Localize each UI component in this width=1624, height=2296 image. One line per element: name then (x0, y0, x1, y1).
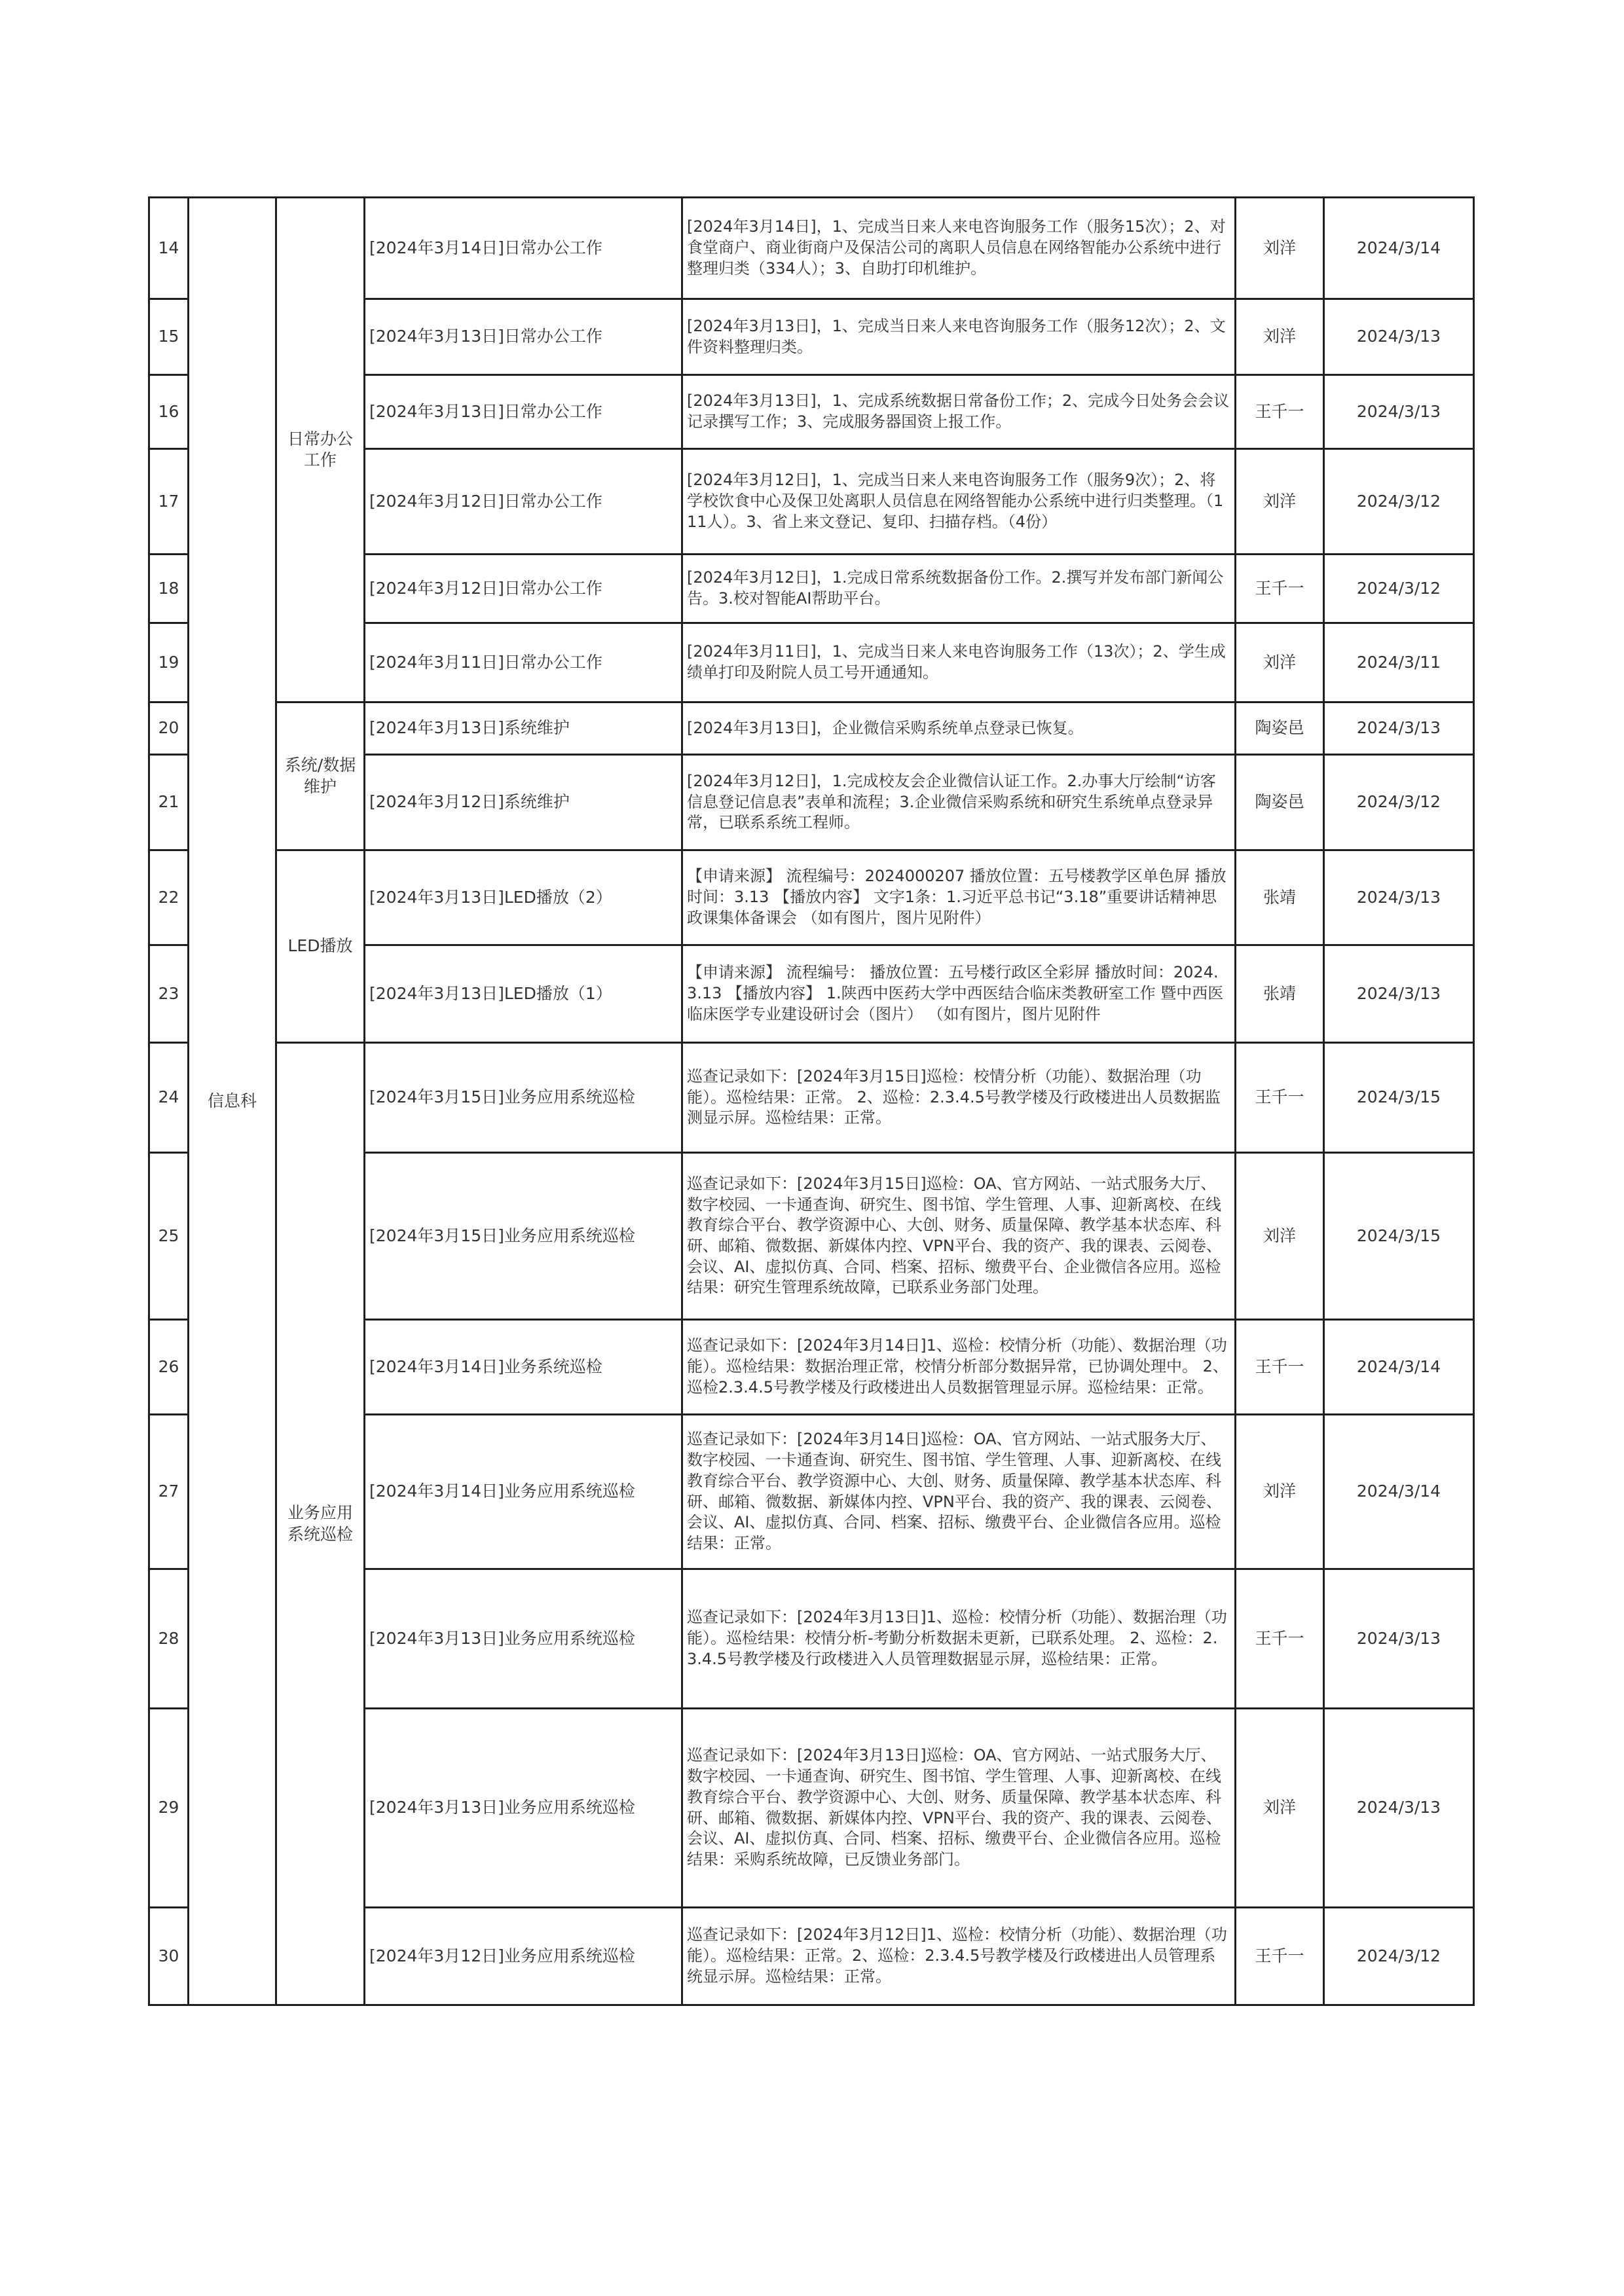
row-number: 18 (149, 555, 189, 623)
row-number: 22 (149, 850, 189, 945)
responsible-person: 张靖 (1236, 945, 1324, 1043)
responsible-person: 王千一 (1236, 1320, 1324, 1415)
task-content: 巡查记录如下：[2024年3月14日]1、巡检：校情分析（功能）、数据治理（功能）。巡检结果：数据治理正常，校情分析部分数据异常，已协调处理中。 2、巡检2.3.4.5号教学楼及行政楼进出人员数据管理显示屏。巡检结果：正常。 (682, 1320, 1236, 1415)
task-date: 2024/3/12 (1324, 449, 1474, 555)
row-number: 20 (149, 702, 189, 755)
row-number: 28 (149, 1569, 189, 1709)
task-content: 巡查记录如下：[2024年3月13日]1、巡检：校情分析（功能）、数据治理（功能）。巡检结果：校情分析-考勤分析数据未更新，已联系处理。 2、巡检：2.3.4.5号教学楼及行政楼进入人员管理数据显示屏，巡检结果：正常。 (682, 1569, 1236, 1709)
task-content: [2024年3月14日]，1、完成当日来人来电咨询服务工作（服务15次）；2、对食堂商户、商业街商户及保洁公司的离职人员信息在网络智能办公系统中进行整理归类（334人）；3、自助打印机维护。 (682, 198, 1236, 299)
responsible-person: 刘洋 (1236, 623, 1324, 702)
responsible-person: 张靖 (1236, 850, 1324, 945)
table-row (149, 198, 1474, 299)
row-number: 23 (149, 945, 189, 1043)
responsible-person: 陶姿邑 (1236, 755, 1324, 850)
task-content: [2024年3月12日]，1.完成日常系统数据备份工作。2.撰写并发布部门新闻公告。3.校对智能AI帮助平台。 (682, 555, 1236, 623)
task-content: 【申请来源】 流程编号：2024000207 播放位置：五号楼教学区单色屏 播放时间：3.13 【播放内容】 文字1条：1.习近平总书记“3.18”重要讲话精神思政课集体备课会 （如有图片，图片见附件） (682, 850, 1236, 945)
task-content: 巡查记录如下：[2024年3月13日]巡检：OA、官方网站、一站式服务大厅、数字校园、一卡通查询、研究生、图书馆、学生管理、人事、迎新离校、在线教育综合平台、教学资源中心、大创、财务、质量保障、教学基本状态库、科研、邮箱、微数据、新媒体内控、VPN平台、我的资产、我的课表、云阅卷、会议、AI、虚拟仿真、合同、档案、招标、缴费平台、企业微信各应用。巡检结果：采购系统故障，已反馈业务部门。 (682, 1709, 1236, 1908)
task-date: 2024/3/13 (1324, 945, 1474, 1043)
table-row (149, 1043, 1474, 1153)
row-number: 16 (149, 375, 189, 449)
task-content: 巡查记录如下：[2024年3月14日]巡检：OA、官方网站、一站式服务大厅、数字校园、一卡通查询、研究生、图书馆、学生管理、人事、迎新离校、在线教育综合平台、教学资源中心、大创、财务、质量保障、教学基本状态库、科研、邮箱、微数据、新媒体内控、VPN平台、我的资产、我的课表、云阅卷、会议、AI、虚拟仿真、合同、档案、招标、缴费平台、企业微信各应用。巡检结果：正常。 (682, 1415, 1236, 1569)
task-content: 【申请来源】 流程编号： 播放位置：五号楼行政区全彩屏 播放时间：2024.3.13 【播放内容】 1.陕西中医药大学中西医结合临床类教研室工作 暨中西医临床医学专业建设研讨会（图片） （如有图片，图片见附件 (682, 945, 1236, 1043)
task-date: 2024/3/12 (1324, 1908, 1474, 2005)
category-cell: 日常办公 工作 (276, 198, 365, 702)
responsible-person: 王千一 (1236, 375, 1324, 449)
table-body (149, 198, 1474, 2005)
task-content: [2024年3月11日]，1、完成当日来人来电咨询服务工作（13次）；2、学生成绩单打印及附院人员工号开通通知。 (682, 623, 1236, 702)
task-date: 2024/3/14 (1324, 198, 1474, 299)
responsible-person: 王千一 (1236, 1908, 1324, 2005)
task-date: 2024/3/13 (1324, 702, 1474, 755)
task-date: 2024/3/13 (1324, 299, 1474, 375)
row-number: 15 (149, 299, 189, 375)
row-number: 17 (149, 449, 189, 555)
row-number: 26 (149, 1320, 189, 1415)
responsible-person: 刘洋 (1236, 198, 1324, 299)
department-cell: 信息科 (189, 198, 276, 2005)
table-row (149, 702, 1474, 755)
row-number: 19 (149, 623, 189, 702)
responsible-person: 刘洋 (1236, 449, 1324, 555)
task-date: 2024/3/14 (1324, 1320, 1474, 1415)
responsible-person: 王千一 (1236, 555, 1324, 623)
row-number: 30 (149, 1908, 189, 2005)
task-date: 2024/3/13 (1324, 1569, 1474, 1709)
task-title: [2024年3月13日]系统维护 (365, 702, 682, 755)
task-date: 2024/3/15 (1324, 1153, 1474, 1320)
work-log-table (148, 196, 1475, 2006)
task-date: 2024/3/14 (1324, 1415, 1474, 1569)
task-title: [2024年3月13日]LED播放（1） (365, 945, 682, 1043)
task-content: 巡查记录如下：[2024年3月15日]巡检：OA、官方网站、一站式服务大厅、数字校园、一卡通查询、研究生、图书馆、学生管理、人事、迎新离校、在线教育综合平台、教学资源中心、大创、财务、质量保障、教学基本状态库、科研、邮箱、微数据、新媒体内控、VPN平台、我的资产、我的课表、云阅卷、会议、AI、虚拟仿真、合同、档案、招标、缴费平台、企业微信各应用。巡检结果：研究生管理系统故障，已联系业务部门处理。 (682, 1153, 1236, 1320)
task-title: [2024年3月14日]业务应用系统巡检 (365, 1415, 682, 1569)
task-title: [2024年3月15日]业务应用系统巡检 (365, 1043, 682, 1153)
task-content: [2024年3月13日]，企业微信采购系统单点登录已恢复。 (682, 702, 1236, 755)
responsible-person: 刘洋 (1236, 1709, 1324, 1908)
task-content: 巡查记录如下：[2024年3月15日]巡检：校情分析（功能）、数据治理（功能）。巡检结果：正常。 2、巡检：2.3.4.5号教学楼及行政楼进出人员数据监测显示屏。巡检结果：正常。 (682, 1043, 1236, 1153)
responsible-person: 王千一 (1236, 1569, 1324, 1709)
responsible-person: 刘洋 (1236, 1415, 1324, 1569)
task-title: [2024年3月13日]日常办公工作 (365, 375, 682, 449)
responsible-person: 王千一 (1236, 1043, 1324, 1153)
task-title: [2024年3月14日]日常办公工作 (365, 198, 682, 299)
row-number: 24 (149, 1043, 189, 1153)
task-date: 2024/3/12 (1324, 755, 1474, 850)
task-title: [2024年3月12日]系统维护 (365, 755, 682, 850)
task-title: [2024年3月12日]日常办公工作 (365, 449, 682, 555)
category-cell: 系统/数据 维护 (276, 702, 365, 850)
task-content: 巡查记录如下：[2024年3月12日]1、巡检：校情分析（功能）、数据治理（功能）。巡检结果：正常。2、巡检：2.3.4.5号教学楼及行政楼进出人员管理系统显示屏。巡检结果：正常。 (682, 1908, 1236, 2005)
responsible-person: 陶姿邑 (1236, 702, 1324, 755)
task-title: [2024年3月13日]LED播放（2） (365, 850, 682, 945)
task-content: [2024年3月12日]，1、完成当日来人来电咨询服务工作（服务9次）；2、将学校饮食中心及保卫处离职人员信息在网络智能办公系统中进行归类整理。（111人）。3、省上来文登记、复印、扫描存档。（4份） (682, 449, 1236, 555)
row-number: 14 (149, 198, 189, 299)
row-number: 29 (149, 1709, 189, 1908)
task-title: [2024年3月13日]日常办公工作 (365, 299, 682, 375)
task-date: 2024/3/11 (1324, 623, 1474, 702)
task-content: [2024年3月13日]，1、完成当日来人来电咨询服务工作（服务12次）；2、文件资料整理归类。 (682, 299, 1236, 375)
category-cell: LED播放 (276, 850, 365, 1043)
responsible-person: 刘洋 (1236, 1153, 1324, 1320)
task-title: [2024年3月15日]业务应用系统巡检 (365, 1153, 682, 1320)
category-cell: 业务应用 系统巡检 (276, 1043, 365, 2005)
task-date: 2024/3/15 (1324, 1043, 1474, 1153)
task-content: [2024年3月12日]，1.完成校友会企业微信认证工作。2.办事大厅绘制“访客信息登记信息表”表单和流程；3.企业微信采购系统和研究生系统单点登录异常，已联系系统工程师。 (682, 755, 1236, 850)
task-title: [2024年3月13日]业务应用系统巡检 (365, 1569, 682, 1709)
task-title: [2024年3月11日]日常办公工作 (365, 623, 682, 702)
task-date: 2024/3/13 (1324, 375, 1474, 449)
row-number: 27 (149, 1415, 189, 1569)
task-content: [2024年3月13日]，1、完成系统数据日常备份工作；2、完成今日处务会会议记录撰写工作；3、完成服务器国资上报工作。 (682, 375, 1236, 449)
row-number: 25 (149, 1153, 189, 1320)
task-date: 2024/3/13 (1324, 1709, 1474, 1908)
task-title: [2024年3月14日]业务系统巡检 (365, 1320, 682, 1415)
task-date: 2024/3/13 (1324, 850, 1474, 945)
task-title: [2024年3月12日]业务应用系统巡检 (365, 1908, 682, 2005)
responsible-person: 刘洋 (1236, 299, 1324, 375)
task-title: [2024年3月13日]业务应用系统巡检 (365, 1709, 682, 1908)
task-date: 2024/3/12 (1324, 555, 1474, 623)
table-row (149, 850, 1474, 945)
task-title: [2024年3月12日]日常办公工作 (365, 555, 682, 623)
row-number: 21 (149, 755, 189, 850)
